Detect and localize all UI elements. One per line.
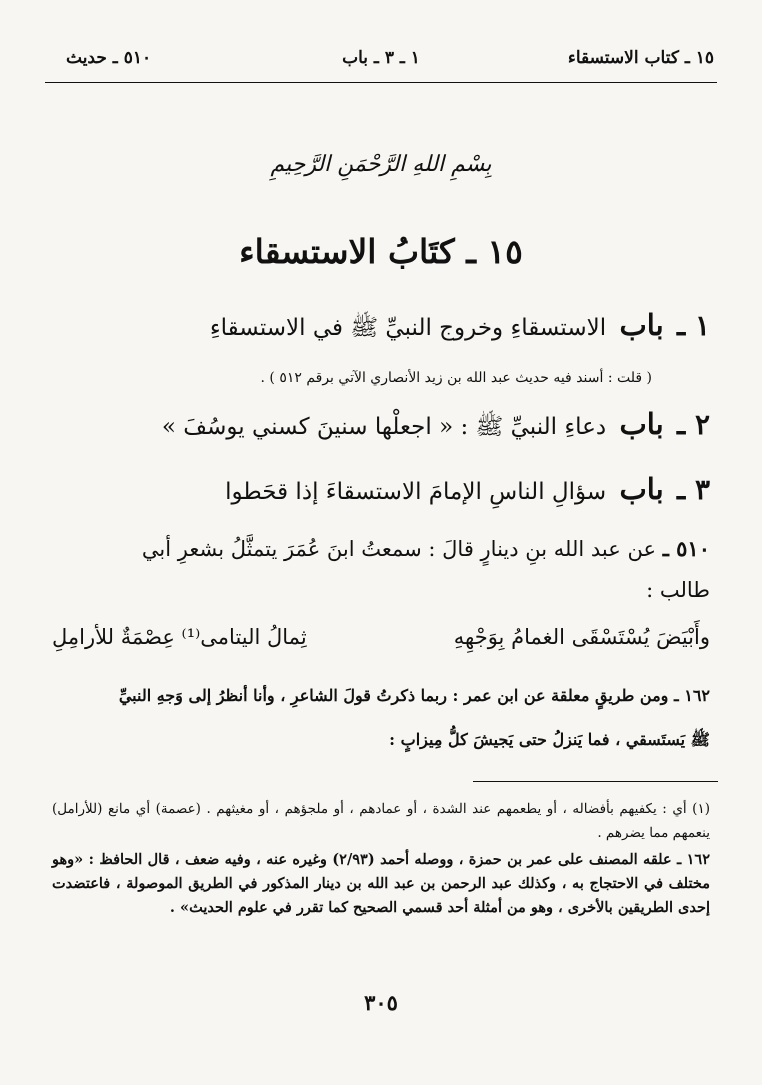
- bab-2-word: باب: [619, 407, 664, 441]
- footnote-rule: [473, 781, 718, 782]
- bab-1-word: باب: [619, 308, 664, 342]
- bab-1-text: الاستسقاءِ وخروج النبيِّ ﷺ في الاستسقاءِ: [209, 315, 607, 341]
- bab-2-number: ٢ ـ: [677, 408, 710, 441]
- commentary-line-1: ١٦٢ ـ ومن طريقٍ معلقة عن ابن عمر : ربما ذكرتُ قولَ الشاعرِ ، وأنا أنظرُ إلى وَجهِ النبيِّ: [118, 686, 710, 705]
- hadith-number: ٥١٠ ـ: [662, 536, 710, 561]
- verse-hemistich-2: ثِمالُ اليتامى⁽¹⁾ عِصْمَةٌ للأرامِلِ: [52, 625, 307, 649]
- verse-hemistich-1: وأَبْيَضَ يُسْتَسْقَى الغمامُ بِوَجْهِهِ: [453, 625, 710, 649]
- bab-1: [52, 308, 710, 347]
- header-hadith: ٥١٠ ـ حديث: [66, 48, 152, 68]
- bab-3-word: باب: [619, 472, 664, 506]
- footnote-2: ١٦٢ ـ علقه المصنف على عمر بن حمزة ، ووصله أحمد (٢/٩٣) وغيره عنه ، وفيه ضعف ، قال الحافظ : «وهو مختلف في الاحتجاج به ، وكذلك عبد الرحمن بن عبد الله بن دينار المذكور في الطريق الموصولة ، فاعتضدت إحدى الطريقين بالأخرى ، وهو من أمثلة أحد قسمي الصحيح كما تقرر في علوم الحديث» .: [52, 851, 710, 916]
- footnote-1: (١) أي : يكفيهم بأفضاله ، أو يطعمهم عند الشدة ، أو عمادهم ، أو ملجؤهم ، أو مغيثهم . (عصمة) أي مانع (للأرامل) ينعمهم مما يضرهم .: [52, 801, 710, 841]
- header-bab: ١ ـ ٣ ـ باب: [342, 48, 420, 68]
- bab-1-number: ١ ـ: [677, 309, 710, 342]
- page-number: ٣٠٥: [364, 990, 398, 1015]
- basmala: بِسْمِ اللهِ الرَّحْمَنِ الرَّحِيمِ: [270, 152, 492, 177]
- bab-2-text: دعاءِ النبيِّ ﷺ : « اجعلْها سنينَ كسني يوسُفَ »: [161, 414, 607, 440]
- hadith-text-1: عن عبد الله بنِ دينارٍ قالَ : سمعتُ ابنَ عُمَرَ يتمثَّلُ بشعرِ أبي: [141, 537, 656, 561]
- bab-3: [52, 472, 710, 506]
- verse: [52, 625, 710, 657]
- bab-3-text: سؤالِ الناسِ الإمامَ الاستسقاءَ إذا قحَطوا: [225, 479, 607, 505]
- header-chapter: ١٥ ـ كتاب الاستسقاء: [567, 48, 714, 68]
- bab-3-number: ٣ ـ: [677, 473, 710, 506]
- hadith-510: [52, 536, 710, 561]
- bab-2: [52, 407, 710, 446]
- header-rule: [45, 82, 717, 83]
- commentary-line-2: ﷺ يَستَسقي ، فما يَنزلُ حتى يَجيشَ كلُّ مِيزابٍ :: [389, 730, 710, 749]
- kitab-title: ١٥ ـ كتَابُ الاستسقاء: [239, 232, 523, 271]
- hadith-text-2: طالب :: [646, 578, 710, 602]
- bab-1-note: ( قلت : أسند فيه حديث عبد الله بن زيد الأنصاري الآتي برقم ٥١٢ ) .: [260, 370, 652, 386]
